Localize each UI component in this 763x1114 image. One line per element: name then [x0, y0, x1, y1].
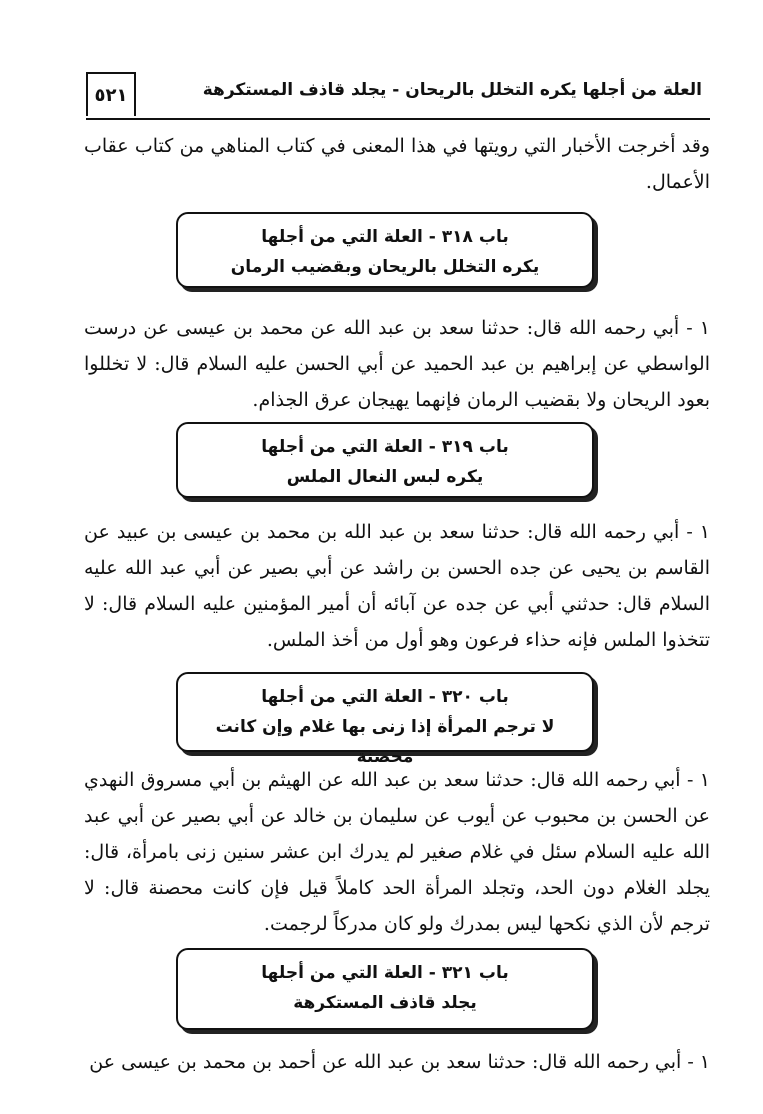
chapter-320-text: ١ - أبي رحمه الله قال: حدثنا سعد بن عبد الله عن الهيثم بن أبي مسروق النهدي عن الحسن بن محبوب عن أيوب عن سليمان بن خالد عن أبي بصير عن أبي عبد الله عليه السلام سئل في غلام صغير لم يدرك ابن عشر سنين زنى بامرأة، قال: يجلد الغلام دون الحد، وتجلد المرأة الحد كاملاً قيل فإن كانت محصنة قال: لا ترجم لأن الذي نكحها ليس بمدرك ولو كان مدركاً لرجمت. [84, 769, 710, 935]
header-title: العلة من أجلها يكره التخلل بالريحان - يجلد قاذف المستكرهة [202, 80, 702, 100]
chapter-heading-line2: يجلد قاذف المستكرهة [293, 993, 477, 1013]
chapter-319-text: ١ - أبي رحمه الله قال: حدثنا سعد بن عبد الله بن محمد بن عيسى بن عبيد عن القاسم بن يحيى عن جده الحسن بن راشد عن أبي بصير عن أبي عبد الله عليه السلام قال: حدثني أبي عن جده عن آبائه أن أمير المؤمنين عليه السلام قال: لا تتخذوا الملس فإنه حذاء فرعون وهو أول من أخذ الملس. [84, 521, 710, 651]
chapter-heading-321 [176, 948, 594, 1030]
page-number: ٥٢١ [86, 72, 136, 116]
running-header [86, 72, 710, 120]
chapter-heading-319 [176, 422, 594, 498]
intro-paragraph: وقد أخرجت الأخبار التي رويتها في هذا المعنى في كتاب المناهي من كتاب عقاب الأعمال. [84, 135, 710, 193]
chapter-heading-line1: باب ٣١٨ - العلة التي من أجلها [261, 227, 509, 247]
chapter-heading-line2: يكره لبس النعال الملس [286, 467, 484, 487]
chapter-heading-line1: باب ٣٢١ - العلة التي من أجلها [261, 963, 509, 983]
chapter-heading-line1: باب ٣١٩ - العلة التي من أجلها [261, 437, 509, 457]
chapter-318-text: ١ - أبي رحمه الله قال: حدثنا سعد بن عبد الله عن محمد بن عيسى عن درست الواسطي عن إبراهيم بن عبد الحميد عن أبي الحسن عليه السلام قال: لا تخللوا بعود الريحان ولا بقضيب الرمان فإنهما يهيجان عرق الجذام. [84, 317, 710, 411]
chapter-heading-line2: يكره التخلل بالريحان وبقضيب الرمان [230, 257, 540, 277]
chapter-321-text: ١ - أبي رحمه الله قال: حدثنا سعد بن عبد الله عن أحمد بن محمد بن عيسى عن [89, 1051, 710, 1073]
chapter-heading-line1: باب ٣٢٠ - العلة التي من أجلها [261, 687, 509, 707]
chapter-heading-320 [176, 672, 594, 767]
chapter-heading-318 [176, 212, 594, 288]
chapter-heading-line2: لا ترجم المرأة إذا زنى بها غلام وإن كانت محصنة [215, 717, 555, 767]
